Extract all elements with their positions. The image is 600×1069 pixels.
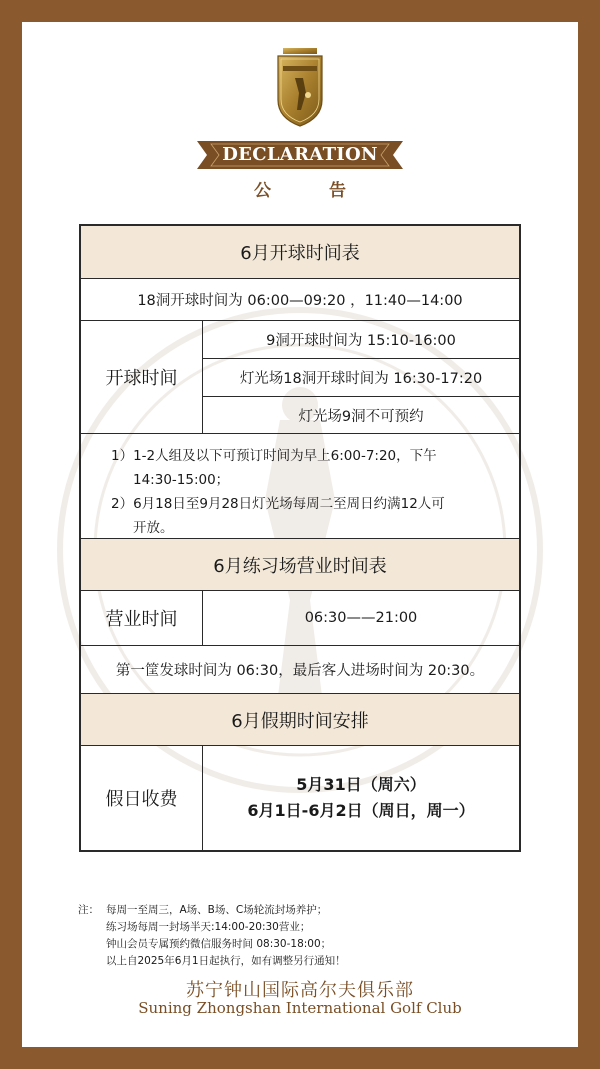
footnote-item	[78, 953, 528, 970]
practice-hours-label: 营业时间	[81, 591, 203, 645]
tee-note-line: 2）6月18日至9月28日灯光场每周二至周日约满12人可	[111, 496, 445, 512]
tee-sub-row: 灯光场18洞开球时间为 16:30-17:20	[203, 358, 519, 396]
tee-notes	[81, 433, 519, 538]
footnote-text: 以上自2025年6月1日起执行，如有调整另行通知！	[106, 955, 346, 967]
holiday-fee-label: 假日收费	[81, 746, 203, 850]
schedule-table	[79, 224, 521, 852]
tee-note-line: 1）1-2人组及以下可预订时间为早上6:00-7:20，下午	[111, 448, 437, 464]
footnote-item	[78, 919, 528, 936]
tee-sub-row: 9洞开球时间为 15:10-16:00	[266, 333, 456, 349]
practice-schedule-title: 6月练习场营业时间表	[81, 538, 519, 590]
holiday-schedule-title: 6月假期时间安排	[81, 693, 519, 745]
tee-note-line: 14:30-15:00；	[133, 472, 230, 488]
footnote-item	[78, 936, 528, 953]
tee-time-label: 开球时间	[81, 321, 203, 433]
holiday-dates	[203, 746, 519, 850]
practice-hours-value: 06:30——21:00	[304, 610, 418, 626]
club-name-en: Suning Zhongshan International Golf Club	[138, 999, 462, 1017]
footnote-item	[78, 902, 528, 919]
practice-hours-row	[81, 590, 519, 645]
footnotes	[78, 902, 528, 970]
holiday-date: 5月31日（周六）	[296, 775, 426, 794]
tee-time-subrows	[203, 321, 519, 433]
tee-schedule-title: 6月开球时间表	[81, 226, 519, 278]
holiday-date: 6月1日-6月2日（周日，周一）	[247, 801, 475, 820]
footnote-text: 练习场每周一封场半天:14:00-20:30营业；	[106, 921, 311, 933]
declaration-title: DECLARATION	[222, 144, 378, 165]
holiday-fee-row	[81, 745, 519, 850]
tee-sub-row: 灯光场9洞不可预约	[203, 396, 519, 433]
footnote-text: 每周一至周三，A场、B场、C场轮流封场养护；	[106, 904, 328, 916]
tee-18-hole-row: 18洞开球时间为 06:00—09:20 ，11:40—14:00	[81, 278, 519, 320]
tee-note-line: 开放。	[133, 520, 174, 536]
tee-time-group	[81, 320, 519, 433]
footnote-lead: 注：	[78, 904, 99, 916]
practice-note: 第一筐发球时间为 06:30，最后客人进场时间为 20:30。	[81, 645, 519, 693]
footnote-text: 钟山会员专属预约微信服务时间 08:30-18:00；	[106, 938, 332, 950]
notice-subtitle: 公 告	[254, 181, 372, 201]
club-name-cn: 苏宁钟山国际高尔夫俱乐部	[186, 980, 414, 1001]
golf-club-shield-icon	[275, 48, 325, 128]
